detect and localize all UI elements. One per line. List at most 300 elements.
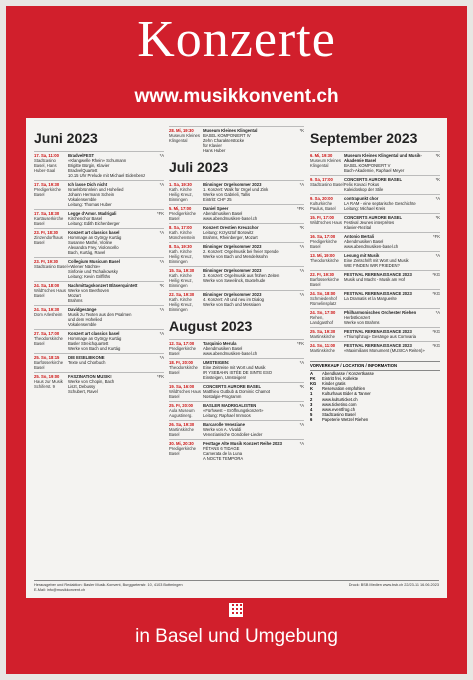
- poster-headline: Konzerte: [137, 11, 336, 68]
- event-entry[interactable]: [34, 209, 164, 228]
- event-entry[interactable]: [34, 372, 164, 396]
- event-line: Eintritt: CHF 25: [203, 197, 232, 202]
- venue-legend-value: www.ticketino.com: [322, 401, 357, 407]
- event-entry[interactable]: [310, 270, 440, 289]
- event-entry[interactable]: [169, 242, 304, 266]
- event-line: A NOCTE TEMPORA: [203, 456, 244, 461]
- event-date: 30. Mi, 20:30: [169, 441, 194, 446]
- event-line: BradvelQuartett: [68, 168, 98, 173]
- event-line: Hans Huber: [203, 148, 226, 153]
- venue-legend-title: VORVERKAUF / LOCATION / INFORMATION: [310, 362, 440, 371]
- event-place: Predigerkirche Basel: [169, 211, 196, 221]
- event-line: 2. Konzert: Orgelmusik bei freier Spende: [203, 249, 279, 254]
- event-details: [344, 215, 430, 230]
- event-date: 18. Fr, 20:00: [169, 360, 193, 365]
- venue-legend-value: Eintritt frei, Kollekte: [322, 375, 359, 381]
- event-date-place: [169, 244, 203, 264]
- event-date: 6. Mi, 19:30: [310, 153, 333, 158]
- event-line: Musik und Macht - Musik am Hof: [344, 277, 405, 282]
- event-title: Philharmonisches Orchester Riehen: [344, 310, 417, 315]
- event-entry[interactable]: [34, 257, 164, 281]
- event-date: 23. Fr, 19:30: [34, 259, 58, 264]
- event-title: BASLER MADRIGALISTEN: [203, 403, 257, 408]
- event-line: Festival Jeunes interprètes: [344, 220, 395, 225]
- event-place: Barfüsserkirche Basel: [310, 277, 340, 287]
- event-line: Leitung: Michael Kreis: [344, 206, 386, 211]
- event-entry[interactable]: [310, 213, 440, 232]
- event-line: Abendmusiken Basel: [203, 346, 243, 351]
- event-entry[interactable]: [34, 228, 164, 257]
- event-line: Vokalensemble: [68, 322, 97, 327]
- event-place: Barfüsserkirche Basel: [34, 360, 64, 370]
- event-line: Einsteigen, Umsteigen!: [203, 375, 247, 380]
- event-date-place: [310, 343, 344, 353]
- venue-legend-value: Kulturhaus Bider & Tanner: [322, 391, 371, 397]
- event-date-place: [169, 441, 203, 461]
- event-title: Lesung mit Musik: [344, 253, 380, 258]
- event-line: Brahms: [68, 298, 83, 303]
- event-line: Vokalensemble: [68, 197, 97, 202]
- event-date: 22. Sa, 19:30: [169, 292, 195, 297]
- event-line: Werke von Sweelinck, Buxtehude: [203, 278, 266, 283]
- event-list-september: [310, 151, 440, 355]
- event-line: und dem Hohelied: [68, 317, 102, 322]
- venue-legend-items: [310, 371, 440, 423]
- event-place: Rehen, Landgasthof: [310, 315, 334, 325]
- event-details: [68, 283, 154, 303]
- event-date: 8. Sa, 17:00: [169, 225, 192, 230]
- event-date-place: [169, 422, 203, 437]
- venue-legend-key: 1: [310, 391, 313, 397]
- event-details: [203, 268, 294, 288]
- event-line: Johann Hermann Schein: [68, 192, 115, 197]
- event-entry[interactable]: [310, 341, 440, 355]
- event-ticket-tag: *A: [299, 441, 304, 446]
- event-date: 9. Sa, 20:00: [310, 196, 333, 201]
- event-place: Kath. Kirche Heilig Kreuz, Binningen: [169, 297, 193, 312]
- event-title: Barcarolle Veneziane: [203, 422, 245, 427]
- venue-legend-value: www.eventfrog.ch: [322, 406, 356, 412]
- event-title: UMSTEIGEN:: [203, 360, 230, 365]
- event-title: Binninger Orgelsommer 2023: [203, 244, 262, 249]
- event-ticket-tag: *KG: [432, 272, 440, 277]
- event-date-place: [169, 128, 203, 153]
- event-entry[interactable]: [310, 289, 440, 308]
- event-line: Herbstkonzert: [344, 315, 371, 320]
- event-date-place: [169, 292, 203, 312]
- event-line: Liszt, Debussy: [68, 384, 96, 389]
- event-entry[interactable]: [310, 232, 440, 251]
- event-details: [203, 422, 294, 437]
- event-details: [203, 441, 294, 461]
- event-date-place: [169, 206, 203, 221]
- event-date: 25. So, 19:00: [34, 374, 60, 379]
- event-details: [68, 355, 154, 370]
- event-details: [203, 292, 294, 312]
- event-line: LA RAM - eine septarische Geschichte: [344, 201, 416, 206]
- event-details: [203, 244, 294, 264]
- column-june: [34, 126, 164, 396]
- event-title: Konzert art classics basel: [68, 331, 120, 336]
- event-line: Zehn Charakterstücke: [203, 138, 245, 143]
- event-title: FESTIVAL RERENAISSANCE 2023: [344, 272, 412, 277]
- event-title: DIE EISELBIKONE: [68, 355, 105, 360]
- event-ticket-tag: *A: [435, 196, 440, 201]
- event-line: Werke von Bach und Kurtág: [68, 346, 121, 351]
- event-title: Daniel Speer: [203, 206, 229, 211]
- event-ticket-tag: *A: [159, 355, 164, 360]
- event-line: Werke von Beethoven: [68, 288, 110, 293]
- event-line: FÉTANS 6 TIDAGE: [203, 446, 240, 451]
- event-line: Bach, Kurtág, Ravel: [68, 250, 106, 255]
- event-details: [68, 230, 154, 255]
- event-place: Predigerkirche Basel: [169, 446, 196, 456]
- event-date: 25. Sa, 19:30: [310, 329, 336, 334]
- event-date: 28. Mi, 19:30: [169, 128, 194, 133]
- event-ticket-tag: *A: [299, 422, 304, 427]
- event-entry[interactable]: [169, 420, 304, 439]
- event-date: 22. Fr, 19:30: [310, 272, 334, 277]
- event-line: Mozart: [68, 293, 81, 298]
- event-line: Kaleidoskop der Stile: [344, 187, 384, 192]
- venue-legend-key: K: [310, 386, 314, 392]
- event-title: BradvelFEST: [68, 153, 95, 158]
- event-entry[interactable]: [169, 439, 304, 463]
- event-place: Martinskirche: [310, 334, 335, 339]
- event-title: FESTIVAL RERENAISSANCE 2023: [344, 291, 412, 296]
- event-ticket-tag: *A: [299, 244, 304, 249]
- event-title: Konzert art classics basel: [68, 230, 120, 235]
- event-ticket-tag: *KG: [432, 291, 440, 296]
- event-date: 8. Sa, 19:30: [169, 244, 192, 249]
- event-line: 4. Konzert: Alt und neu im Dialog: [203, 297, 264, 302]
- event-date-place: [310, 177, 344, 192]
- event-date: 24. So, 17:00: [310, 310, 336, 315]
- event-date-place: [169, 403, 203, 418]
- event-date: 19. Sa, 16:00: [169, 384, 195, 389]
- event-ticket-tag: *FK: [157, 374, 164, 379]
- event-details: [203, 182, 294, 202]
- concert-listing-sheet: [26, 118, 447, 598]
- event-details: [344, 291, 430, 306]
- event-place: Stadtcasino Basel, Hans Huber-Saal: [34, 158, 57, 173]
- event-details: [68, 211, 154, 226]
- event-date-place: [169, 384, 203, 399]
- venue-legend-key: FK: [310, 375, 316, 381]
- event-line: BASEL KOMPONIERT IV: [203, 133, 251, 138]
- event-line: Hommage an György Kurtág: [68, 336, 122, 341]
- event-line: Leitung: Edith Eichenberger: [68, 221, 120, 226]
- event-line: 1. Konzert: Walk für Orgel und Zink: [203, 187, 269, 192]
- event-ticket-tag: *FK: [157, 211, 164, 216]
- venue-legend-key: 6: [310, 417, 313, 423]
- event-entry[interactable]: [310, 194, 440, 213]
- event-date: 9. Sa, 17:00: [310, 177, 333, 182]
- event-entry[interactable]: [169, 358, 304, 382]
- event-line: Abendmusiken Basel: [203, 211, 243, 216]
- event-details: [68, 374, 154, 394]
- event-date-place: [310, 291, 344, 306]
- event-line: Werke von Brahms: [344, 320, 380, 325]
- venue-legend-key: 2: [310, 396, 313, 402]
- print-info: Druck: BSB Medien www.bsb.ch 22/23-11 16.06.2023: [348, 583, 439, 587]
- event-line: Susanne Mathé, Violine: [68, 240, 113, 245]
- poster-url[interactable]: www.musikkonvent.ch: [134, 86, 339, 107]
- event-line: Bach-Akademie, Raphael Meyer: [344, 168, 405, 173]
- event-place: Martinskirche Basel: [169, 427, 194, 437]
- event-place: Predigerkirche Basel: [310, 239, 337, 249]
- event-list-june: [34, 151, 164, 396]
- event-date-place: [34, 355, 68, 370]
- event-date-place: [34, 259, 68, 279]
- event-title: CONCERTS AURORE BASEL: [344, 177, 403, 182]
- month-heading-july: Juli 2023: [169, 159, 229, 175]
- event-date-place: [310, 253, 344, 268]
- event-date: 17. Sa, 19:30: [34, 182, 60, 187]
- event-entry[interactable]: [169, 126, 304, 155]
- event-details: [344, 329, 430, 339]
- event-date-place: [310, 234, 344, 249]
- event-place: Theodorskirche Basel: [169, 365, 198, 375]
- event-entry[interactable]: [34, 329, 164, 353]
- event-details: [203, 360, 294, 380]
- event-line: Schubert, Ravel: [68, 389, 98, 394]
- event-ticket-tag: *A: [299, 182, 304, 187]
- event-ticket-tag: *A: [435, 310, 440, 315]
- venue-legend-value: Abendkasse / Konzertkasse: [322, 370, 374, 376]
- event-place: Theodorskirche Basel: [34, 336, 63, 346]
- event-line: für Klavier: [203, 143, 222, 148]
- poster-footline: in Basel und Umgebung: [135, 626, 338, 647]
- event-entry[interactable]: [169, 382, 304, 401]
- event-date-place: [310, 310, 344, 325]
- event-ticket-tag: *K: [435, 177, 440, 182]
- event-line: Musik zu Texten aus den Psalmen: [68, 312, 132, 317]
- event-ticket-tag: *K: [435, 215, 440, 220]
- event-entry[interactable]: [310, 151, 440, 175]
- event-title: Antonio Bertali: [344, 234, 375, 239]
- event-list-june-end: [169, 126, 304, 155]
- event-line: Leitung: Kevin Griffiths: [68, 274, 111, 279]
- column-july-august: [169, 126, 304, 463]
- event-details: [203, 384, 294, 399]
- event-date-place: [34, 211, 68, 226]
- event-ticket-tag: *A: [159, 230, 164, 235]
- event-date-place: [169, 182, 203, 202]
- event-ticket-tag: *A: [299, 360, 304, 365]
- venue-legend-key: 5: [310, 412, 313, 418]
- event-ticket-tag: *KG: [432, 329, 440, 334]
- event-title: Nachmittagskonzert Bläserquintett: [68, 283, 138, 288]
- event-line: Sinfonie und Tschaikowsky: [68, 269, 118, 274]
- venue-legend-key: KG: [310, 380, 317, 386]
- event-title: FASZINATION MUSIK!: [68, 374, 112, 379]
- event-ticket-tag: *K: [435, 153, 440, 158]
- event-date-place: [310, 196, 344, 211]
- event-ticket-tag: *K: [299, 128, 304, 133]
- event-line: «Maximilians Monument (MUSICA Reiten)»: [344, 348, 425, 353]
- event-entry[interactable]: [310, 308, 440, 327]
- event-entry[interactable]: [34, 180, 164, 209]
- event-date-place: [34, 182, 68, 207]
- event-ticket-tag: *KG: [432, 343, 440, 348]
- event-line: Eine Zeitschrift mit Wort und Musik: [344, 258, 409, 263]
- event-ticket-tag: *FK: [297, 341, 304, 346]
- event-line: www.abendmusiken-basel.ch: [203, 216, 258, 221]
- publisher-info: Herausgeber und Redaktion: Basler Musik-Konvent, Burggartenstr. 10, 4103 Bottmingen: [34, 583, 183, 587]
- qr-code-icon[interactable]: [229, 603, 243, 617]
- event-title: Konzert Orestien Kreuzchor: [203, 225, 259, 230]
- event-place: Schmiedenhof Rümelinsplatz: [310, 296, 337, 306]
- event-entry[interactable]: [169, 290, 304, 314]
- event-ticket-tag: *A: [159, 307, 164, 312]
- event-details: [344, 272, 430, 287]
- event-date: 25. So, 18:15: [34, 355, 60, 360]
- event-details: [203, 128, 294, 153]
- venue-legend-item: [310, 417, 440, 422]
- event-details: [68, 307, 154, 327]
- venue-legend-key: A: [310, 370, 314, 376]
- sheet-footer: [34, 580, 439, 592]
- event-line: 10.15 Uhr Prelude mit Michael Eidenbenz: [68, 173, 146, 178]
- event-place: Kulturkirche Paulus, Basel: [310, 201, 336, 211]
- event-date: 17. Sa, 18:30: [34, 211, 60, 216]
- event-date: 26. Sa, 19:30: [169, 422, 195, 427]
- event-date: 24. So, 18:00: [310, 291, 336, 296]
- venue-legend-value: Kinder gratis: [322, 380, 346, 386]
- event-entry[interactable]: [310, 251, 440, 270]
- event-date-place: [34, 153, 68, 178]
- event-details: [344, 343, 430, 353]
- event-line: www.abendmusiken-basel.ch: [344, 244, 399, 249]
- event-entry[interactable]: [169, 180, 304, 204]
- event-entry[interactable]: [169, 339, 304, 358]
- event-details: [68, 182, 154, 207]
- event-title: Ich lasse Dich nicht: [68, 182, 108, 187]
- event-entry[interactable]: [34, 281, 164, 305]
- event-ticket-tag: *A: [159, 153, 164, 158]
- venue-legend-key: 3: [310, 401, 313, 407]
- event-place: Museum Kleines Klingental: [310, 158, 341, 168]
- event-entry[interactable]: [169, 266, 304, 290]
- event-line: Eine Zeitreise mit Wort und Musik: [203, 365, 266, 370]
- event-details: [344, 310, 430, 325]
- event-entry[interactable]: [34, 305, 164, 329]
- event-title: Binninger Orgelsommer 2023: [203, 292, 262, 297]
- event-line: «Fürhwest – Eröffnungskonzert»: [203, 408, 264, 413]
- event-line: Leitung: Thomas Huber: [68, 202, 112, 207]
- event-ticket-tag: *A: [159, 259, 164, 264]
- event-line: Werke von Bach und Messiaen: [203, 302, 261, 307]
- event-date: 24. So, 11:00: [310, 343, 336, 348]
- event-details: [203, 341, 294, 356]
- event-entry[interactable]: [310, 175, 440, 194]
- event-date: 15. Fr, 17:00: [310, 215, 334, 220]
- event-date-place: [34, 283, 68, 303]
- event-entry[interactable]: [34, 151, 164, 180]
- event-details: [344, 177, 430, 192]
- event-line: Nostalgie-Programm: [203, 394, 242, 399]
- event-date: 16. Sa, 17:00: [310, 234, 336, 239]
- event-ticket-tag: *A: [159, 331, 164, 336]
- event-date: 17. Sa, 11:00: [34, 153, 59, 158]
- event-date-place: [34, 307, 68, 327]
- event-ticket-tag: *A: [299, 292, 304, 297]
- event-line: «Wiener Nächte»: [68, 264, 101, 269]
- event-title: Davidgesänge: [68, 307, 97, 312]
- event-date: 15. Sa, 19:30: [169, 268, 195, 273]
- venue-legend: [310, 361, 440, 423]
- event-ticket-tag: *FK: [297, 206, 304, 211]
- event-entry[interactable]: [34, 353, 164, 372]
- event-date-place: [310, 329, 344, 339]
- event-list-august: [169, 339, 304, 463]
- event-details: [344, 196, 430, 211]
- event-title: Museum Kleines Klingental: [203, 128, 258, 133]
- event-title: CONCERTS AURORE BASEL: [344, 215, 403, 220]
- event-place: Martinskirche: [310, 348, 335, 353]
- event-date-place: [310, 272, 344, 287]
- event-place: Wildt'sches Haus Basel: [169, 389, 201, 399]
- event-entry[interactable]: [169, 204, 304, 223]
- event-date-place: [169, 360, 203, 380]
- event-details: [203, 225, 294, 240]
- event-details: [344, 253, 430, 268]
- event-date-place: [169, 341, 203, 356]
- event-line: Abendmusiken Basel: [344, 239, 384, 244]
- event-place: Theodorskirche: [310, 258, 339, 263]
- event-place: Predigerkirche Basel: [169, 346, 196, 356]
- event-date: 5. Mi, 17:00: [169, 206, 192, 211]
- event-line: WIE FINDEN WIR FRIEDEN?: [344, 263, 400, 268]
- event-ticket-tag: *K: [299, 384, 304, 389]
- contact-info[interactable]: E-Mail: info@musikkonvent.ch: [34, 587, 86, 592]
- event-line: Venezianische Gondolier-Lieder: [203, 432, 263, 437]
- event-ticket-tag: *K: [299, 225, 304, 230]
- event-title: Museum Kleines Klingental und Musik-Akademie Basel: [344, 153, 422, 163]
- event-place: Wildt'sches Haus: [310, 220, 342, 225]
- event-line: Klavier-Rezital: [344, 225, 371, 230]
- event-ticket-tag: *K: [159, 283, 164, 288]
- event-line: Basler Streichquartett: [68, 341, 109, 346]
- event-date: 24. Sa, 19:30: [34, 307, 60, 312]
- event-date: 27. Sa, 17:00: [34, 331, 60, 336]
- event-ticket-tag: *A: [299, 403, 304, 408]
- event-title: contrapunkt chor: [344, 196, 379, 201]
- event-entry[interactable]: [310, 327, 440, 341]
- event-place: Museum Kleines Klingental: [169, 133, 200, 143]
- event-details: [68, 153, 154, 178]
- event-details: [68, 331, 154, 351]
- event-place: Kath. Kirche Heilig Kreuz, Binningen: [169, 187, 193, 202]
- event-place: Aula Museum Augustinerg.: [169, 408, 195, 418]
- event-place: Haus zur Musik Schiferst. 9: [34, 379, 63, 389]
- venue-legend-value: Stadtcasino Basel: [322, 412, 356, 418]
- event-date-place: [169, 268, 203, 288]
- venue-legend-value: www.kulturticket.ch: [322, 396, 358, 402]
- column-september: [310, 126, 440, 423]
- event-line: BASEL KOMPONIERT V: [344, 163, 391, 168]
- event-line: Leitung: Raphael Immoos: [203, 413, 251, 418]
- event-entry[interactable]: [169, 401, 304, 420]
- event-line: Werke von Gabrieli, Tallis: [203, 192, 251, 197]
- event-place: Kath. Kirche Münchenstein: [169, 230, 196, 240]
- event-entry[interactable]: [169, 223, 304, 242]
- event-line: Werke von Chopin, Bach: [68, 379, 115, 384]
- event-place: Predigerkirche Basel: [34, 187, 61, 197]
- event-date-place: [310, 215, 344, 230]
- event-title: FESTIVAL RERENAISSANCE 2023: [344, 329, 412, 334]
